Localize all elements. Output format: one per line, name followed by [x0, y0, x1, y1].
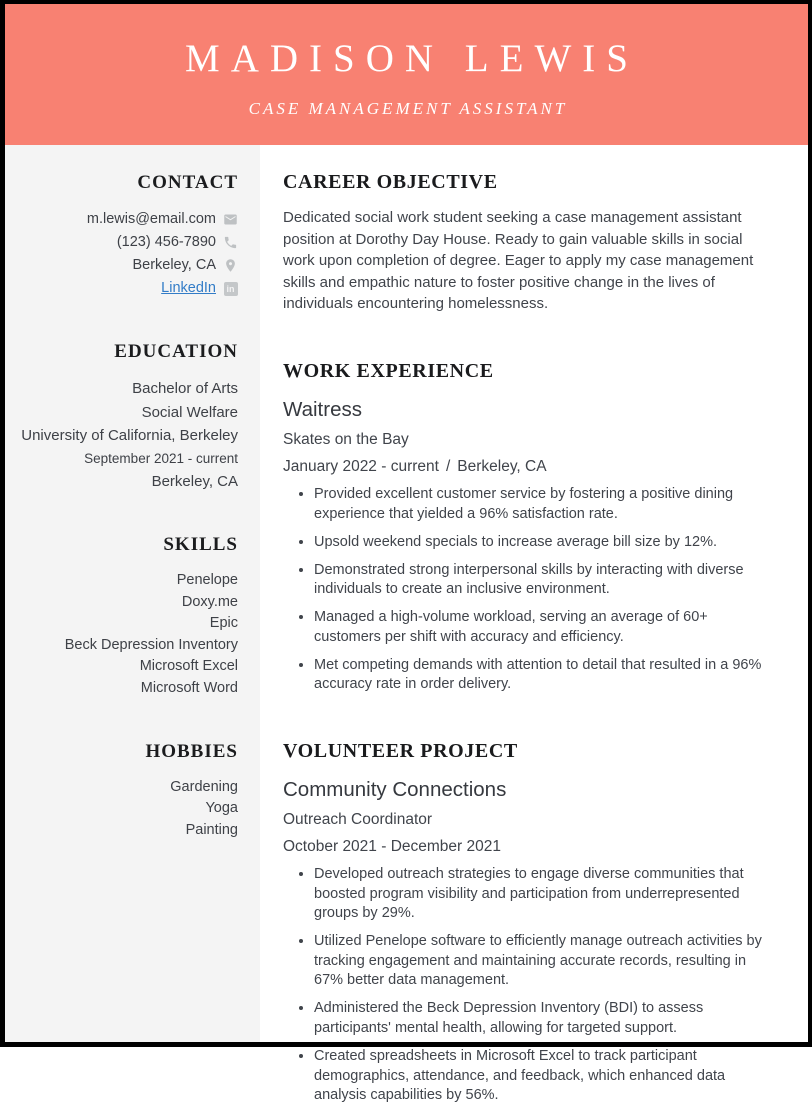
email-value: m.lewis@email.com — [86, 211, 216, 227]
volunteer-project-section — [283, 740, 771, 1106]
skill-item: Doxy.me — [181, 593, 238, 610]
bullet-item: • Upsold weekend specials to increase average bill size by 12%. — [314, 533, 771, 553]
skill-item: Beck Depression Inventory — [64, 636, 238, 653]
bullet-item: • Managed a high-volume workload, serving an average of 60+ customers per shift with accuracy and efficiency. — [314, 608, 771, 647]
contact-email-row — [21, 208, 238, 231]
candidate-job-title: CASE MANAGEMENT ASSISTANT — [248, 99, 568, 118]
bullet-item: • Created spreadsheets in Microsoft Excel to track participant demographics, attendance, and feedback, which enhanced data analysis capabilities by 56%. — [314, 1047, 771, 1106]
hobbies-section — [21, 741, 238, 842]
volunteer-bullets — [283, 865, 771, 1106]
hobbies-heading: HOBBIES — [145, 740, 238, 762]
education-dates: September 2021 - current — [84, 450, 238, 466]
contact-location-row — [21, 254, 238, 277]
location-value: Berkeley, CA — [132, 257, 216, 273]
email-icon — [223, 212, 238, 227]
skills-heading: SKILLS — [163, 534, 238, 555]
education-major: Social Welfare — [141, 403, 238, 421]
contact-heading: CONTACT — [137, 172, 238, 193]
career-objective-text: Dedicated social work student seeking a case management assistant position at Dorothy Day House. Ready to gain valuable skills in social work upon completion of degree. Eager to apply my case management skills and empathic nature to foster positive change in the lives of individuals encountering homelessness. — [283, 209, 754, 313]
main-content — [260, 145, 808, 1104]
job-dateline — [283, 458, 771, 476]
candidate-name: MADISON LEWIS — [185, 37, 639, 80]
education-location: Berkeley, CA — [151, 472, 238, 490]
linkedin-icon: in — [223, 281, 238, 296]
contact-linkedin-row — [21, 277, 238, 300]
linkedin-link[interactable]: LinkedIn — [161, 280, 216, 296]
work-experience-section — [283, 360, 771, 695]
volunteer-project-heading: VOLUNTEER PROJECT — [283, 740, 518, 763]
skills-section — [21, 534, 238, 700]
skill-item: Epic — [209, 615, 238, 632]
skills-list — [21, 570, 238, 700]
bullet-item: • Administered the Beck Depression Inventory (BDI) to assess participants' mental health, allowing for targeted support. — [314, 999, 771, 1038]
bullet-item: • Provided excellent customer service by fostering a positive dining experience that yielded a 96% satisfaction rate. — [314, 485, 771, 524]
phone-icon — [223, 235, 238, 250]
volunteer-role: Outreach Coordinator — [283, 811, 433, 829]
hobbies-list — [21, 777, 238, 842]
job-dates: January 2022 - current — [283, 457, 439, 475]
resume-header — [5, 4, 808, 145]
location-pin-icon — [223, 258, 238, 273]
hobby-item: Painting — [185, 821, 238, 838]
job-location: Berkeley, CA — [457, 457, 547, 475]
bullet-item: • Utilized Penelope software to efficiently manage outreach activities by tracking engagement and maintaining accurate records, resulting in 67% better data management. — [314, 932, 771, 991]
education-school: University of California, Berkeley — [21, 427, 238, 444]
work-experience-heading: WORK EXPERIENCE — [283, 359, 494, 382]
skill-item: Penelope — [176, 572, 238, 588]
sidebar — [5, 145, 260, 1042]
hobby-item: Yoga — [205, 800, 238, 817]
education-degree: Bachelor of Arts — [132, 380, 238, 397]
career-objective-section — [283, 171, 771, 315]
volunteer-org: Community Connections — [283, 778, 507, 802]
resume-body — [5, 145, 808, 1104]
job-company: Skates on the Bay — [283, 430, 409, 448]
education-section — [21, 341, 238, 493]
job-bullets — [283, 485, 771, 695]
bullet-item: • Met competing demands with attention to detail that resulted in a 96% accuracy rate in order delivery. — [314, 656, 771, 695]
hobby-item: Gardening — [170, 778, 238, 795]
skill-item: Microsoft Excel — [139, 658, 238, 675]
contact-section — [21, 172, 238, 300]
career-objective-heading: CAREER OBJECTIVE — [283, 171, 498, 193]
dateline-separator: / — [445, 457, 451, 475]
phone-value: (123) 456-7890 — [116, 234, 216, 250]
bullet-item: • Demonstrated strong interpersonal skills by interacting with diverse individuals to create an inclusive environment. — [314, 561, 771, 600]
volunteer-dates: October 2021 - December 2021 — [283, 838, 501, 856]
skill-item: Microsoft Word — [140, 679, 238, 696]
job-title: Waitress — [283, 397, 362, 421]
contact-phone-row — [21, 231, 238, 254]
bullet-item: • Developed outreach strategies to engage diverse communities that boosted program visibility and participation from underrepresented groups by 29%. — [314, 865, 771, 924]
education-heading: EDUCATION — [114, 341, 238, 362]
